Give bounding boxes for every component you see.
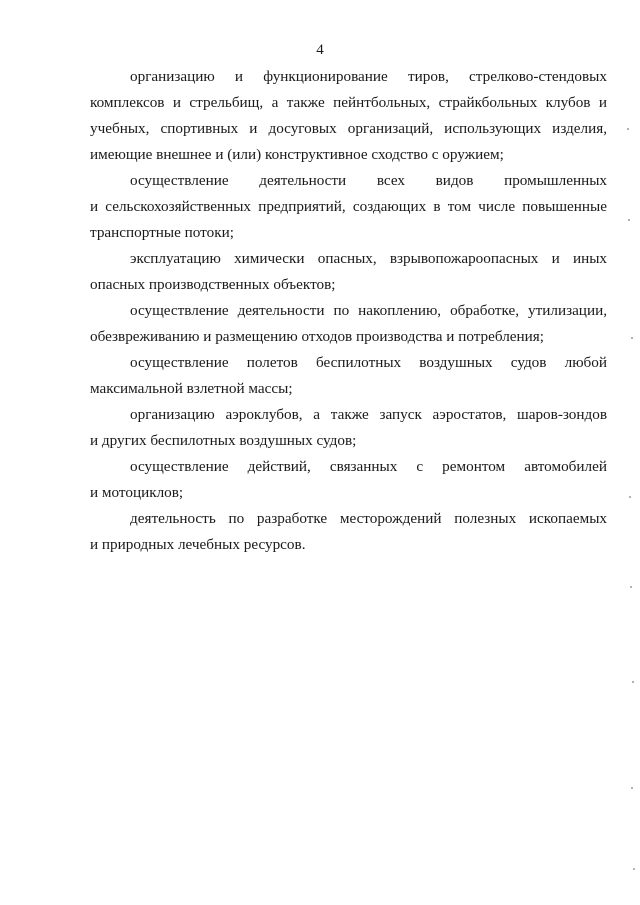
- paragraph-hazardous-facilities: [90, 246, 607, 298]
- scan-speck: [629, 496, 631, 498]
- paragraph-line: организацию и функционирование тиров, стрелково-стендовых: [130, 68, 607, 85]
- paragraph-line: опасных производственных объектов;: [90, 276, 336, 293]
- paragraph-aeroclubs: [90, 402, 607, 454]
- document-body: [90, 64, 607, 558]
- paragraph-line: и природных лечебных ресурсов.: [90, 536, 306, 553]
- scan-speck: [631, 787, 633, 789]
- paragraph-industrial-enterprises: [90, 168, 607, 246]
- paragraph-line: осуществление деятельности по накоплению, обработке, утилизации,: [130, 302, 607, 319]
- paragraph-shooting-ranges: [90, 64, 607, 168]
- paragraph-line: деятельность по разработке месторождений полезных ископаемых: [130, 510, 607, 527]
- paragraph-line: имеющие внешнее и (или) конструктивное сходство с оружием;: [90, 146, 504, 163]
- paragraph-vehicle-repair: [90, 454, 607, 506]
- paragraph-drone-flights: [90, 350, 607, 402]
- scan-speck: [631, 337, 633, 339]
- scan-speck: [630, 586, 632, 588]
- scan-speck: [627, 128, 629, 130]
- paragraph-line: и других беспилотных воздушных судов;: [90, 432, 357, 449]
- paragraph-waste-management: [90, 298, 607, 350]
- paragraph-line: эксплуатацию химически опасных, взрывопожароопасных и иных: [130, 250, 607, 267]
- scan-speck: [632, 681, 634, 683]
- scan-speck: [628, 219, 630, 221]
- paragraph-line: обезвреживанию и размещению отходов производства и потребления;: [90, 328, 545, 345]
- paragraph-line: организацию аэроклубов, а также запуск аэростатов, шаров-зондов: [130, 406, 607, 423]
- paragraph-line: и сельскохозяйственных предприятий, создающих в том числе повышенные: [90, 198, 607, 215]
- paragraph-line: и мотоциклов;: [90, 484, 184, 501]
- paragraph-line: осуществление действий, связанных с ремонтом автомобилей: [130, 458, 607, 475]
- paragraph-mineral-deposits: [90, 506, 607, 558]
- page-number: 4: [316, 42, 324, 58]
- paragraph-line: комплексов и стрельбищ, а также пейнтбольных, страйкбольных клубов и: [90, 94, 607, 111]
- paragraph-line: осуществление полетов беспилотных воздушных судов любой: [130, 354, 607, 371]
- paragraph-line: транспортные потоки;: [90, 224, 234, 241]
- paragraph-line: осуществление деятельности всех видов промышленных: [130, 172, 607, 189]
- scan-speck: [633, 868, 635, 870]
- paragraph-line: максимальной взлетной массы;: [90, 380, 293, 397]
- paragraph-line: учебных, спортивных и досуговых организаций, использующих изделия,: [90, 120, 607, 137]
